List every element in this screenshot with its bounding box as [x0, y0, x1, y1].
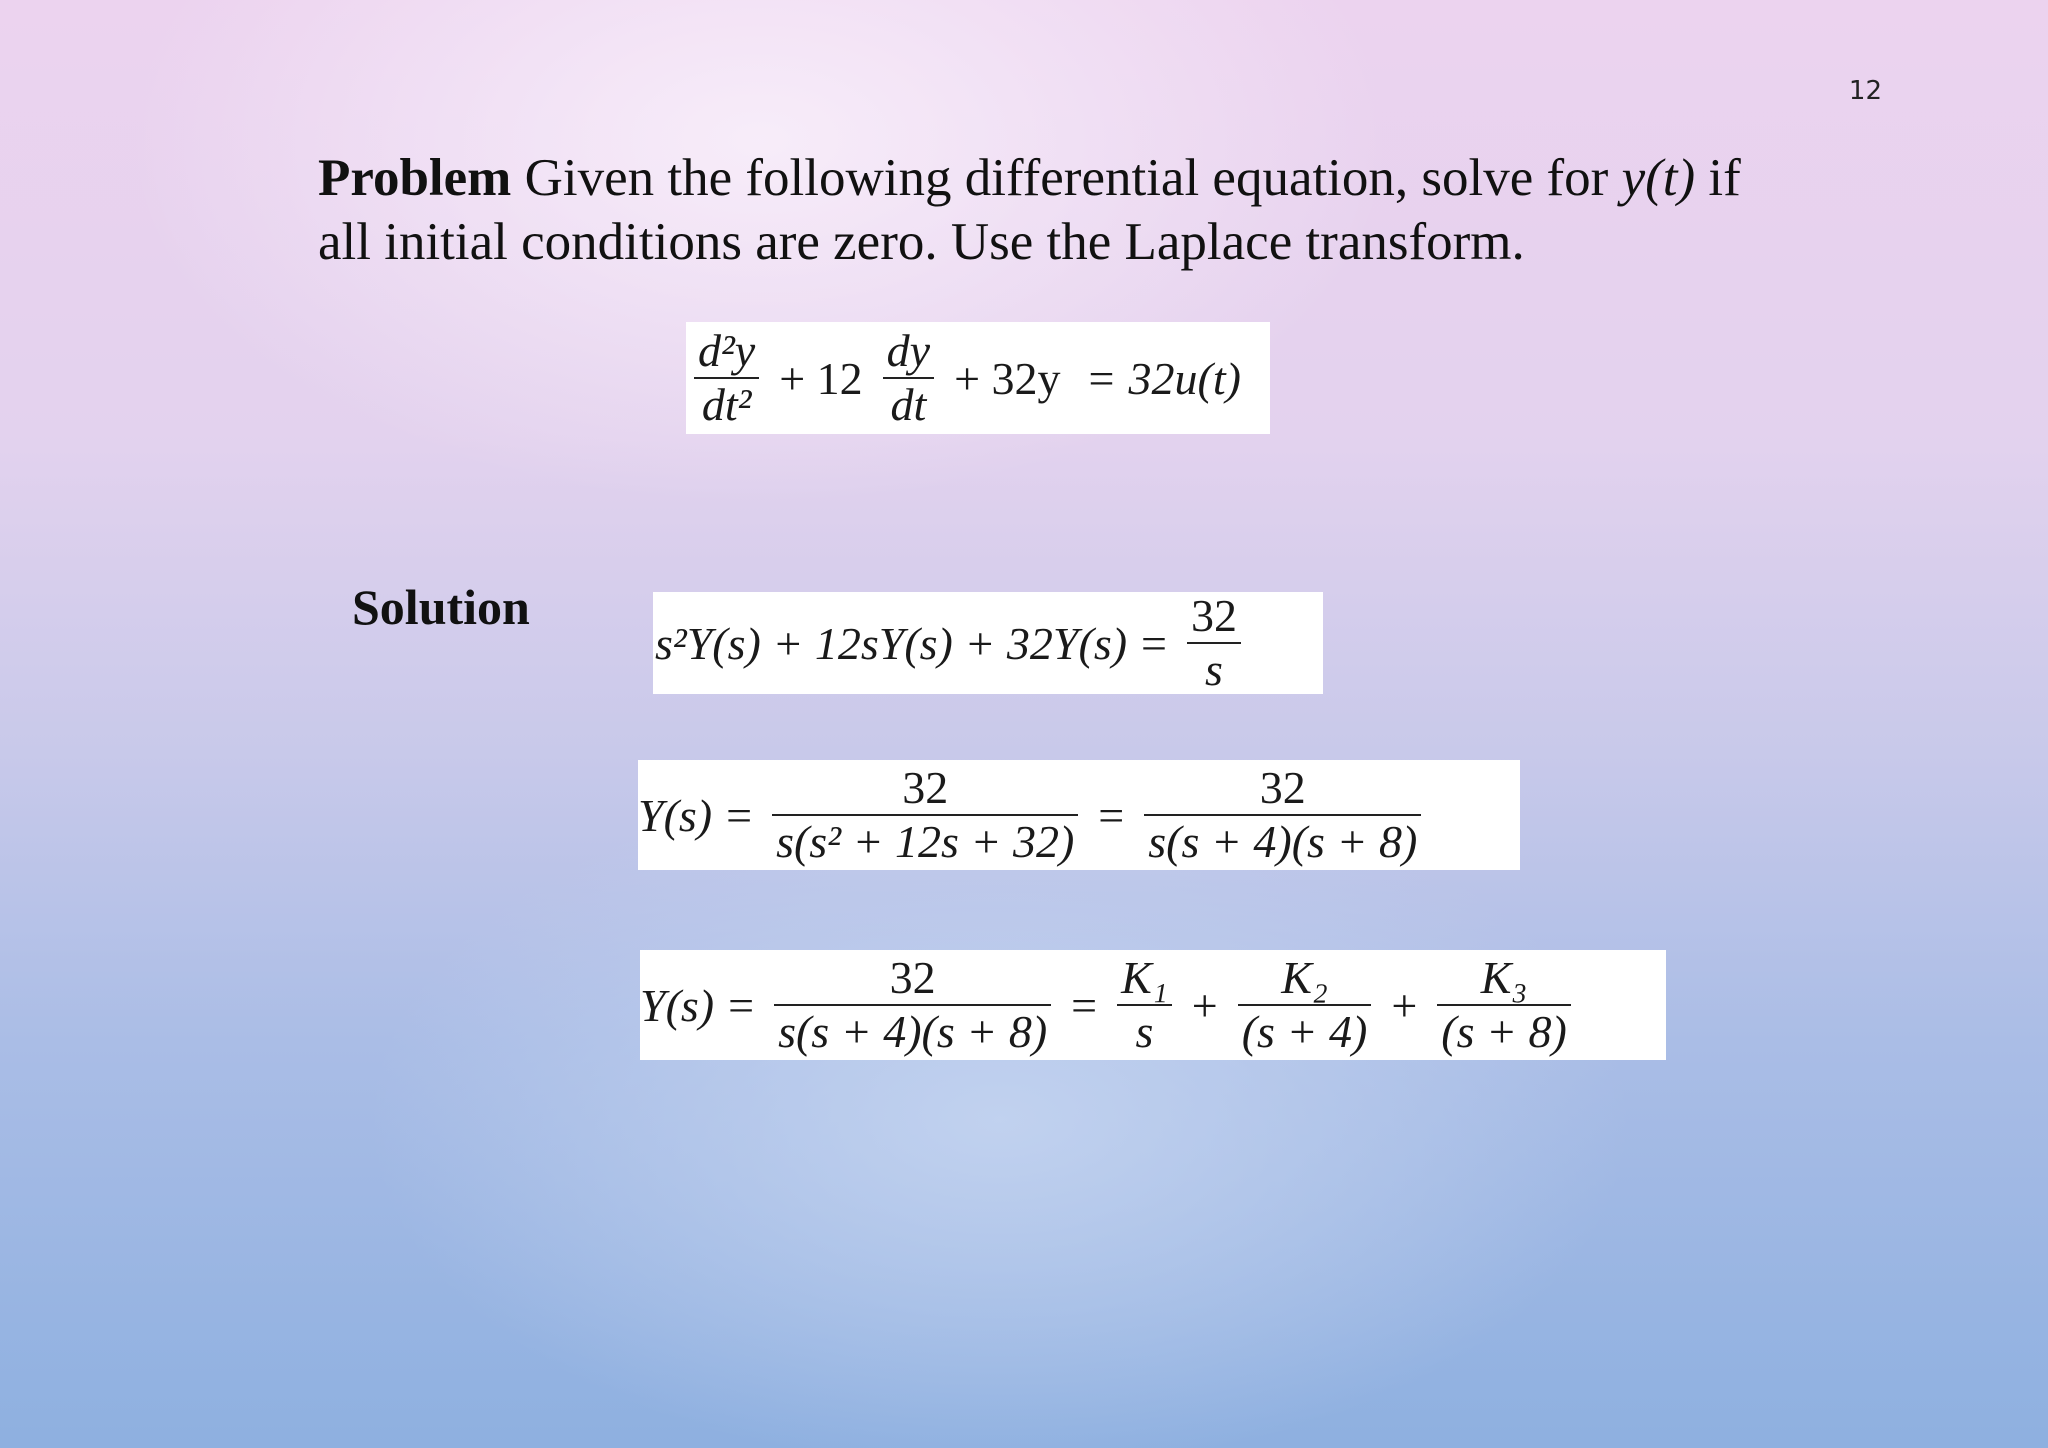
laplace-transformed-equation — [653, 592, 1323, 694]
second-derivative-fraction — [694, 325, 759, 431]
fraction-denominator: s(s + 4)(s + 8) — [1148, 816, 1418, 867]
term-y: + 32y — [954, 352, 1061, 404]
factored-fraction — [774, 952, 1051, 1058]
first-derivative-fraction — [883, 325, 934, 431]
fraction-numerator: K₁ — [1121, 952, 1168, 1003]
fraction-denominator: dt — [890, 379, 927, 430]
fraction-numerator: dy — [886, 325, 931, 376]
rhs-fraction — [1187, 590, 1241, 696]
k2-fraction — [1238, 952, 1372, 1058]
fraction-denominator: s — [1135, 1006, 1154, 1057]
fraction-numerator: 32 — [1259, 762, 1306, 813]
fraction-denominator: (s + 8) — [1441, 1006, 1567, 1057]
equals-sign: = — [726, 789, 753, 841]
equation-rhs: 32u(t) — [1128, 352, 1241, 404]
solution-label: Solution — [352, 579, 530, 635]
fraction-denominator: s(s² + 12s + 32) — [776, 816, 1075, 867]
fraction-numerator: K₃ — [1480, 952, 1528, 1003]
equals-sign: = — [1088, 352, 1115, 404]
fraction-numerator: K₂ — [1281, 952, 1328, 1003]
problem-statement — [318, 146, 1798, 274]
fraction-denominator: s(s + 4)(s + 8) — [778, 1006, 1048, 1057]
quadratic-fraction — [772, 762, 1078, 868]
fraction-denominator: s — [1205, 644, 1223, 695]
ys-solution-equation — [638, 760, 1520, 870]
problem-variable: y(t) — [1621, 149, 1696, 207]
term-coefficient: + 12 — [779, 352, 863, 404]
problem-text-after: if all initial conditions are zero. Use the Laplace transform. — [318, 149, 1741, 271]
k1-fraction — [1117, 952, 1172, 1058]
k3-fraction — [1437, 952, 1571, 1058]
factored-fraction — [1144, 762, 1421, 868]
equals-sign: = — [1098, 789, 1125, 841]
problem-text-before: Given the following differential equation, solve for — [511, 149, 1622, 207]
plus-sign: + — [1191, 979, 1218, 1031]
fraction-numerator: 32 — [889, 952, 936, 1003]
equation-lhs: Y(s) — [640, 979, 715, 1031]
problem-label: Problem — [318, 149, 512, 207]
differential-equation — [686, 322, 1270, 434]
equals-sign: = — [728, 979, 755, 1031]
fraction-numerator: 32 — [902, 762, 949, 813]
fraction-numerator: d²y — [698, 325, 756, 376]
equals-sign: = — [1141, 617, 1167, 669]
slide-number: 12 — [1848, 76, 1882, 106]
plus-sign: + — [1391, 979, 1418, 1031]
equation-lhs: s²Y(s) + 12sY(s) + 32Y(s) — [655, 617, 1128, 669]
partial-fraction-equation — [640, 950, 1666, 1060]
fraction-numerator: 32 — [1191, 590, 1237, 641]
fraction-denominator: dt² — [701, 379, 752, 430]
fraction-denominator: (s + 4) — [1241, 1006, 1368, 1057]
equation-lhs: Y(s) — [638, 789, 713, 841]
equals-sign: = — [1071, 979, 1098, 1031]
